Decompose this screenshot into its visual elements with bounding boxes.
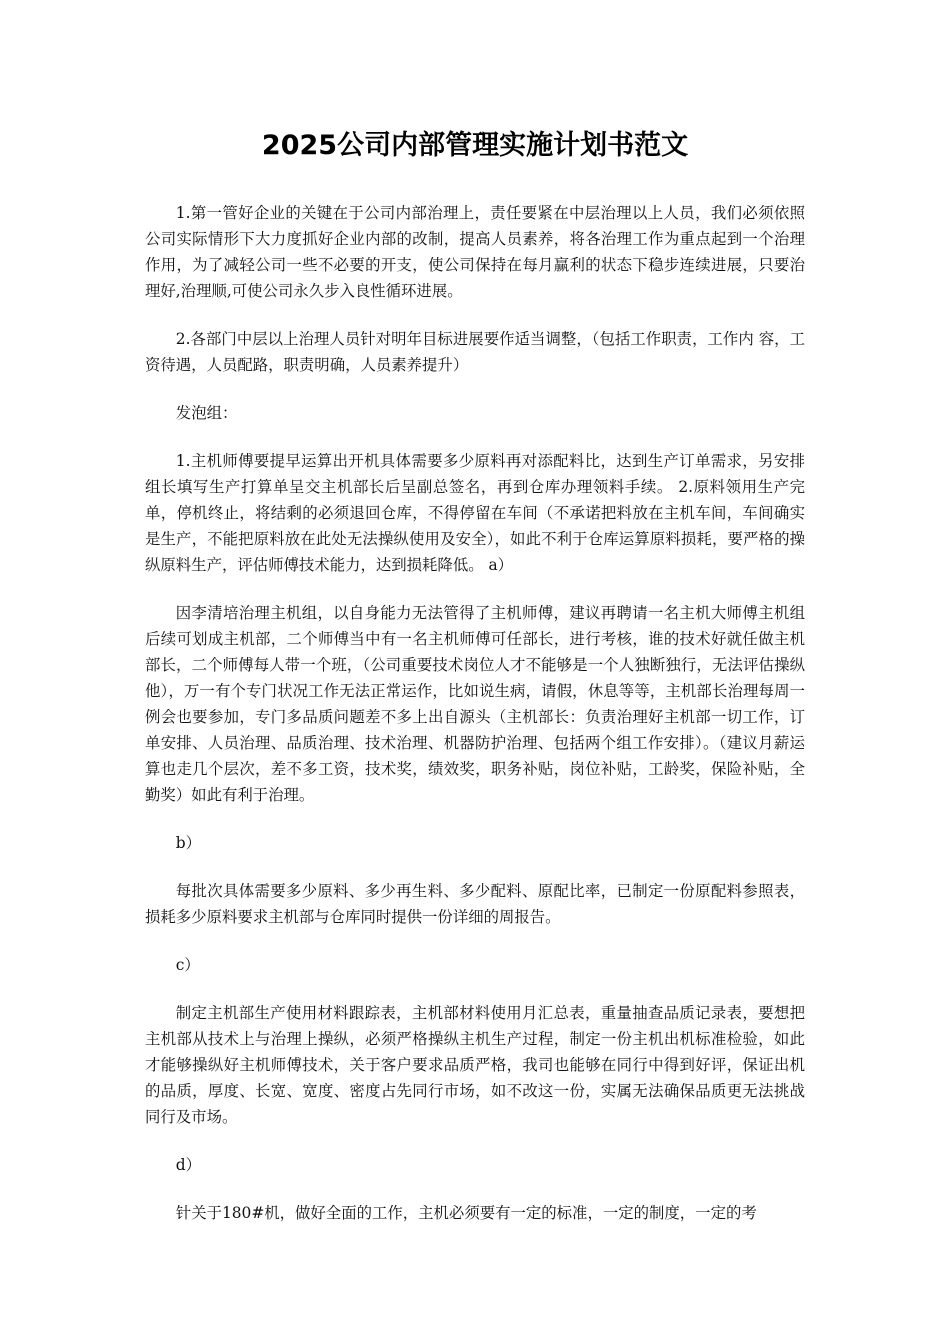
paragraph-3-material-calculation: 1.主机师傅要提早运算出开机具体需要多少原料再对添配料比，达到生产订单需求，另安排组长填写生产打算单呈交主机部长后呈副总签名，再到仓库办理领料手续。 2.原料领用生产完单，停机终止，将结剩的必须退回仓库，不得停留在车间（不承诺把料放在主机车间，车间确实是生产，不能把原料放在此处无法操纵使用及安全），如此不利于仓库运算原料损耗，要严格的操纵原料生产，评估师傅技术能力，达到损耗降低。 a） xyxy=(145,452,805,574)
section-label-foaming-group: 发泡组： xyxy=(175,404,238,422)
paragraph-2-department-adjustment: 2.各部门中层以上治理人员针对明年目标进展要作适当调整，（包括工作职责，工作内 容，工资待遇，人员配路，职责明确，人员素养提升） xyxy=(145,330,805,374)
paragraph-1-management-key: 1.第一管好企业的关键在于公司内部治理上，责任要紧在中层治理以上人员，我们必须依照公司实际情形下大力度抓好企业内部的改制，提高人员素养，将各治理工作为重点起到一个治理作用，为了减轻公司一些不必要的开支，使公司保持在每月赢利的状态下稳步连续进展，只要治理好,治理顺,可使公司永久步入良性循环进展。 xyxy=(145,204,805,300)
paragraph-6-tracking-forms: 制定主机部生产使用材料跟踪表，主机部材料使用月汇总表，重量抽查品质记录表，要想把主机部从技术上与治理上操纵，必须严格操纵主机生产过程，制定一份主机出机标准检验，如此才能够操纵好主机师傅技术，关于客户要求品质严格，我司也能够在同行中得到好评，保证出机的品质，厚度、长宽、宽度、密度占先同行市场，如不改这一份，实属无法确保品质更无法挑战同行及市场。 xyxy=(145,1004,805,1126)
paragraph-7-machine-180: 针关于180#机，做好全面的工作，主机必须要有一定的标准，一定的制度，一定的考 xyxy=(175,1204,757,1222)
item-label-c: c） xyxy=(175,956,200,974)
item-label-b: b） xyxy=(175,834,202,852)
item-label-d: d） xyxy=(175,1156,202,1174)
paragraph-4-master-hiring: 因李清培治理主机组，以自身能力无法管得了主机师傅，建议再聘请一名主机大师傅主机组后续可划成主机部，二个师傅当中有一名主机师傅可任部长，进行考核，谁的技术好就任做主机部长，二个师傅每人带一个班，（公司重要技术岗位人才不能够是一个人独断独行，无法评估操纵他），万一有个专门状况工作无法正常运作，比如说生病，请假，休息等等，主机部长治理每周一例会也要参加，专门多品质问题差不多上出自源头（主机部长：负责治理好主机部一切工作，订单安排、人员治理、品质治理、技术治理、机器防护治理、包括两个组工作安排）。（建议月薪运算也走几个层次，差不多工资，技术奖，绩效奖，职务补贴，岗位补贴，工龄奖，保险补贴，全勤奖）如此有利于治理。 xyxy=(145,604,805,804)
paragraph-5-batch-materials: 每批次具体需要多少原料、多少再生料、多少配料、原配比率，已制定一份原配料参照表，损耗多少原料要求主机部与仓库同时提供一份详细的周报告。 xyxy=(145,882,805,926)
document-title: 2025公司内部管理实施计划书范文 xyxy=(261,130,689,161)
